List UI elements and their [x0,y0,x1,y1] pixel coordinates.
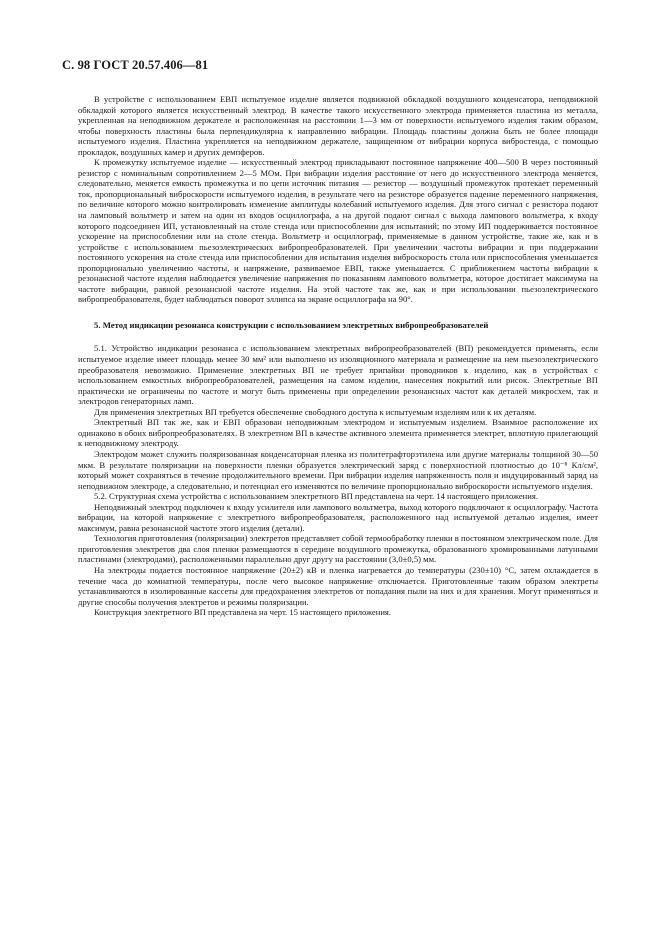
paragraph: Для применения электретных ВП требуется обеспечение свободного доступа к испытуемым изделиям или к их деталям. [94,406,537,417]
paragraph: Электродом может служить поляризованная конденсаторная пленка из политетрафторэтилена или другие материалы толщиной 30—50 мкм. В результате поляризации на поверхности пленки образуется электрический заряд с поверхностной плотностью до 10⁻⁸ Кл/см², который может сохраняться в течение продолжительного времени. При вибрации изделия напряженность поля и индуцированный заряд на неподвижном электроде, а следовательно, и потенциал его изменяются по величине пропорционально виброскорости испытуемого изделия. [78,448,598,491]
paragraph: На электроды подается постоянное напряжение (20±2) кВ и пленка нагревается до температуры (230±10) °С, затем охлаждается в течение часа до комнатной температуры, после чего высокое напряжение отключается. Приготовленные таким образом электреты устанавливаются в изолированные кассеты для предохранения электретов от попадания пыли на них и для хранения. Могут применяться и другие способы получения электретов и режимы поляризации. [78,564,598,607]
paragraph: 5.1. Устройство индикации резонанса с использованием электретных вибропреобразователей (ВП) рекомендуется применять, если испытуемое изделие имеет площадь менее 30 мм² или выполнено из изоляционного материала и размещение на нем пьезоэлектрического преобразователя невозможно. Применение электретных ВП не требует припайки проводников к изделию, как в устройствах с использованием емкостных вибропреобразователей, размещения на самом изделии, нанесения покрытий или рисок. Электретные ВП практически не ограничены по частоте и могут быть применены при определении резонансных частот как деталей микросхем, так и электродов генераторных ламп. [78,343,598,407]
paragraph: Конструкция электретного ВП представлена на черт. 15 настоящего приложения. [94,607,392,618]
paragraph: В устройстве с использованием ЕВП испытуемое изделие является подвижной обкладкой воздушного конденсатора, неподвижной обкладкой которого является искусственный электрод. В качестве такого искусственного электрода применяется пластина из металла, укрепленная на неподвижном держателе и расположенная на расстоянии 1—3 мм от поверхности испытуемого изделия таким образом, чтобы поверхность пластины была перпендикулярна к направлению вибрации. Площадь пластины должна быть не более площади испытуемого изделия. Пластина укрепляется на неподвижном держателе, защищенном от вибрации корпуса вибростенда, с помощью прокладок, воздушных камер и других демпферов. [78,94,598,157]
page-header: С. 98 ГОСТ 20.57.406—81 [62,58,209,72]
section-title: 5. Метод индикации резонанса конструкции с использованием электретных вибропреобразователей [94,319,489,330]
paragraph: 5.2. Структурная схема устройства с использованием электретного ВП представлена на черт. 14 настоящего приложения. [94,491,538,502]
paragraph: Технология приготовления (поляризации) электретов представляет собой термообработку пленки в постоянном электрическом поле. Для приготовления электретов два слоя пленки размещаются в середине воздушного промежутка, образованного хромированными латунными пластинами (электродами), расположенными параллельно друг другу на расстоянии (3,0±0,5) мм. [78,533,598,565]
paragraph: Неподвижный электрод подключен к входу усилителя или лампового вольтметра, выход которого подключают к осциллографу. Частота вибрации, на которой напряжение с электретного вибропреобразователя, расположенного над испытуемой деталью изделия, имеет максимум, равна резонансной частоте этого изделия (детали). [78,501,598,533]
document-body [78,94,598,618]
paragraph: Электретный ВП так же, как и ЕВП образован неподвижным электродом и испытуемым изделием. Взаимное расположение их одинаково в обоих вибропреобразователях. В электретном ВП в качестве активного элемента применяется электрет, вплотную прилегающий к неподвижному электроду. [78,417,598,449]
paragraph: К промежутку испытуемое изделие — искусственный электрод прикладывают постоянное напряжение 400—500 В через постоянный резистор с номинальным сопротивлением 2—5 МОм. При вибрации изделия расстояние от него до искусственного электрода меняется, следовательно, меняется емкость промежутка и по цепи источник питания — резистор — воздушный промежуток протекает переменный ток, пропорциональный виброскорости испытуемого изделия, в результате чего на резисторе образуется падение переменного напряжения, по величине которого можно контролировать изменение амплитуды колебаний испытуемого изделия. Для этого сигнал с резистора подают на ламповый вольтметр и затем на один из входов осциллографа, а на другой подают сигнал с выхода лампового вольтметра, к входу которого подсоединен ИП, установленный на столе стенда или приспособлении для испытаний; по этому ИП поддерживается постоянное ускорение на приспособлении или на столе стенда. Вольтметр и осциллограф, применяемые в данном устройстве, такие же, как и в устройстве с использованием пьезоэлектрических вибропреобразователей. При увеличении частоты вибрации и при поддержании постоянного ускорения на столе стенда или приспособлении для испытания изделия виброскорость стола или приспособления уменьшается пропорционально увеличению частоты, и напряжение, развиваемое ЕВП, также уменьшается. С приближением частоты вибрации к резонансной частоте изделия наблюдается увеличение напряжения по показаниям лампового вольтметра, которое достигает максимума на частоте вибрации, равной резонансной частоте изделия. На этой частоте так же, как и при использовании пьезоэлектрического вибропреобразователя, будет наблюдаться поворот эллипса на экране осциллографа на 90°. [78,157,598,305]
